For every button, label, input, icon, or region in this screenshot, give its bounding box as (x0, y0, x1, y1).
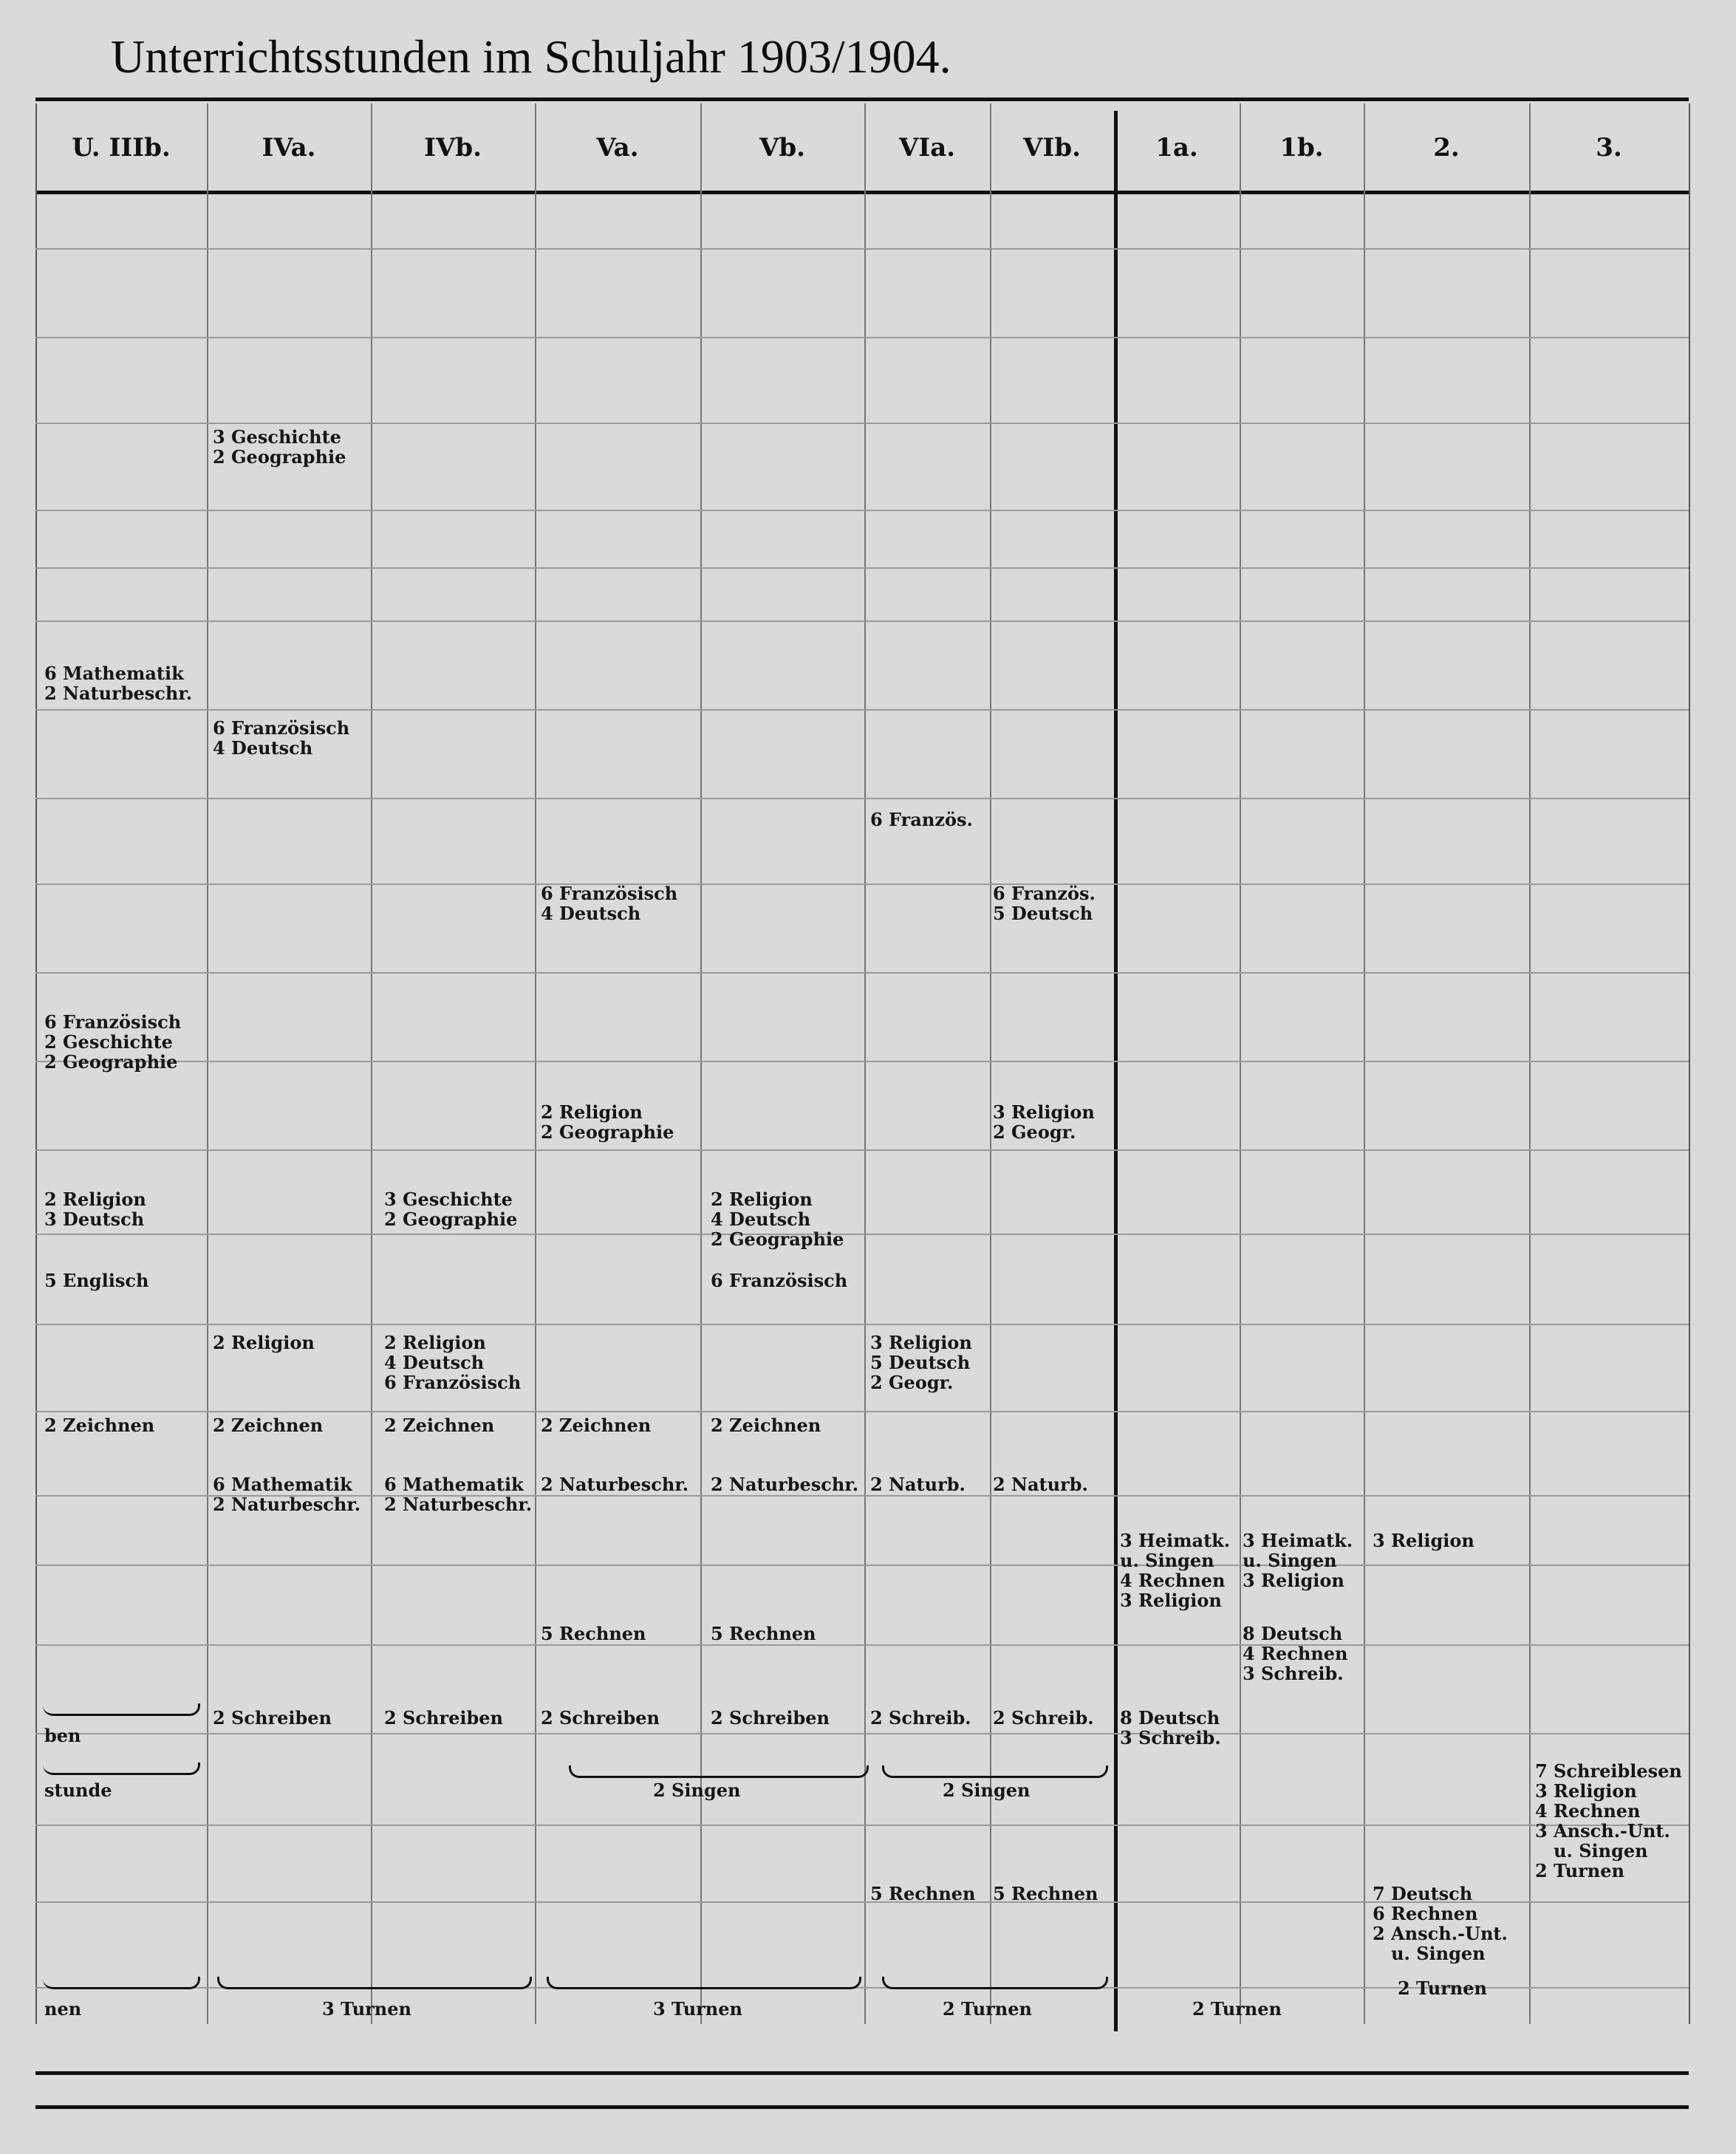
column-divider (207, 103, 208, 2024)
timetable-cell: 6 Mathematik 2 Naturbeschr. (213, 1474, 361, 1515)
column-header: IVa. (262, 133, 316, 163)
timetable-cell: 5 Rechnen (541, 1623, 646, 1644)
row-divider (35, 1324, 1689, 1325)
row-divider (35, 1565, 1689, 1566)
timetable-cell: 2 Schreib. (870, 1707, 971, 1729)
timetable-cell: 5 Rechnen (870, 1883, 976, 1904)
row-divider (35, 1061, 1689, 1062)
timetable-cell: 6 Mathematik 2 Naturbeschr. (384, 1474, 533, 1515)
brace-turnen-va-vb (547, 1977, 861, 1989)
column-divider (1364, 103, 1365, 2024)
timetable-cell: 5 Rechnen (711, 1623, 816, 1644)
timetable-cell: 6 Französ. (870, 809, 973, 830)
row-divider (35, 1644, 1689, 1646)
timetable-cell: 6 Mathematik 2 Naturbeschr. (44, 663, 193, 704)
timetable-cell: 8 Deutsch 3 Schreib. (1120, 1707, 1221, 1748)
timetable-cell: 2 Schreib. (993, 1707, 1094, 1729)
row-divider (35, 883, 1689, 885)
timetable-cell: 6 Französisch 4 Deutsch (541, 883, 678, 924)
brace-singen-va-vb (569, 1765, 869, 1778)
timetable-cell: 5 Rechnen (993, 1883, 1098, 1904)
column-divider (371, 103, 372, 2024)
column-divider (700, 103, 702, 2024)
timetable-cell: 3 Religion 2 Geogr. (993, 1101, 1095, 1143)
column-divider (535, 103, 536, 2024)
row-divider (35, 337, 1689, 338)
brace-left-1 (43, 1703, 200, 1716)
timetable-cell: 2 Naturbeschr. (541, 1474, 689, 1495)
column-divider (1529, 103, 1531, 2024)
timetable-cell: 6 Französ. 5 Deutsch (993, 883, 1096, 924)
merged-turnen-va-vb: 3 Turnen (653, 1998, 742, 2020)
column-divider (1240, 103, 1241, 2024)
timetable-cell: 2 Religion 4 Deutsch 6 Französisch (384, 1332, 522, 1393)
row-divider (35, 1825, 1689, 1826)
column-divider (864, 103, 866, 2024)
bottom-rule-2 (35, 2105, 1689, 2109)
brace-turnen-iva-ivb (217, 1977, 532, 1989)
timetable-cell: 2 Naturb. (870, 1474, 966, 1495)
row-divider (35, 510, 1689, 511)
timetable-cell: 6 Französisch 2 Geschichte 2 Geographie (44, 1011, 182, 1073)
merged-turnen-1a-1b: 2 Turnen (1192, 1998, 1282, 2020)
timetable-cell: 3 Heimatk. u. Singen 4 Rechnen 3 Religion (1120, 1530, 1231, 1611)
timetable-cell: 5 Englisch (44, 1270, 149, 1291)
timetable-cell: 2 Religion (213, 1332, 315, 1353)
column-header: 1a. (1155, 133, 1198, 163)
timetable-cell: 3 Geschichte 2 Geographie (384, 1189, 518, 1230)
row-divider (35, 972, 1689, 974)
timetable-cell: 2 Schreiben (213, 1707, 332, 1729)
timetable-cell: 2 Religion 2 Geographie (541, 1101, 674, 1143)
row-divider (35, 709, 1689, 711)
column-header: VIa. (898, 133, 956, 163)
timetable-cell: 7 Schreiblesen 3 Religion 4 Rechnen 3 Ansch.-Unt. u. Singen 2 Turnen (1535, 1760, 1682, 1881)
timetable-cell: 2 Schreiben (384, 1707, 503, 1729)
column-divider (1114, 111, 1118, 2031)
timetable-cell: 2 Zeichnen (711, 1415, 821, 1436)
timetable-cell: 3 Religion (1373, 1530, 1474, 1551)
timetable-cell: 3 Religion 5 Deutsch 2 Geogr. (870, 1332, 972, 1393)
timetable-cell: 2 Naturbeschr. (711, 1474, 859, 1495)
column-header: VIb. (1023, 133, 1081, 163)
timetable-cell: 2 Religion 4 Deutsch 2 Geographie (711, 1189, 844, 1250)
column-header: 1b. (1279, 133, 1324, 163)
timetable-cell: 2 Schreiben (541, 1707, 660, 1729)
brace-left-3 (43, 1977, 200, 1989)
row-divider (35, 423, 1689, 424)
timetable-cell: 2 Religion 3 Deutsch (44, 1189, 146, 1230)
merged-turnen-2: 2 Turnen (1398, 1977, 1487, 1999)
timetable-cell: 3 Geschichte 2 Geographie (213, 426, 346, 468)
merged-turnen-via-vib: 2 Turnen (943, 1998, 1032, 2020)
top-rule (35, 98, 1689, 101)
row-divider (35, 567, 1689, 569)
column-divider (990, 103, 991, 2024)
column-divider (1689, 103, 1690, 2024)
row-divider (35, 1733, 1689, 1734)
row-divider (35, 1149, 1689, 1151)
timetable-cell: 2 Zeichnen (384, 1415, 495, 1436)
column-header: IVb. (424, 133, 482, 163)
timetable-cell: 3 Heimatk. u. Singen 3 Religion (1243, 1530, 1353, 1591)
timetable-cell: 2 Zeichnen (213, 1415, 324, 1436)
fragment-ben: ben (44, 1725, 81, 1746)
merged-singen-va-vb: 2 Singen (653, 1779, 741, 1801)
brace-turnen-via-vib (882, 1977, 1108, 1989)
column-header: U. IIIb. (72, 133, 171, 163)
fragment-nen: nen (44, 1998, 82, 2020)
column-header: Va. (596, 133, 639, 163)
bottom-rule-1 (35, 2071, 1689, 2075)
timetable-cell: 2 Zeichnen (541, 1415, 652, 1436)
header-rule (35, 191, 1689, 194)
row-divider (35, 798, 1689, 799)
row-divider (35, 1234, 1689, 1235)
brace-singen-via-vib (882, 1765, 1108, 1778)
timetable-cell: 2 Naturb. (993, 1474, 1088, 1495)
timetable-cell: 7 Deutsch 6 Rechnen 2 Ansch.-Unt. u. Singen (1373, 1883, 1508, 1964)
brace-left-2 (43, 1762, 200, 1775)
timetable-cell: 6 Französisch (711, 1270, 848, 1291)
timetable-cell: 6 Französisch 4 Deutsch (213, 717, 350, 759)
page-title: Unterrichtsstunden im Schuljahr 1903/1904. (111, 30, 951, 83)
row-divider (35, 248, 1689, 250)
row-divider (35, 1411, 1689, 1412)
fragment-stunde: stunde (44, 1779, 112, 1801)
row-divider (35, 620, 1689, 622)
column-header: 3. (1596, 133, 1622, 163)
merged-singen-via-vib: 2 Singen (943, 1779, 1031, 1801)
timetable-cell: 2 Zeichnen (44, 1415, 155, 1436)
column-header: 2. (1433, 133, 1460, 163)
timetable-cell: 2 Schreiben (711, 1707, 830, 1729)
timetable-cell: 8 Deutsch 4 Rechnen 3 Schreib. (1243, 1623, 1348, 1684)
column-divider (35, 103, 37, 2024)
merged-turnen-iva-ivb: 3 Turnen (322, 1998, 411, 2020)
column-header: Vb. (759, 133, 805, 163)
